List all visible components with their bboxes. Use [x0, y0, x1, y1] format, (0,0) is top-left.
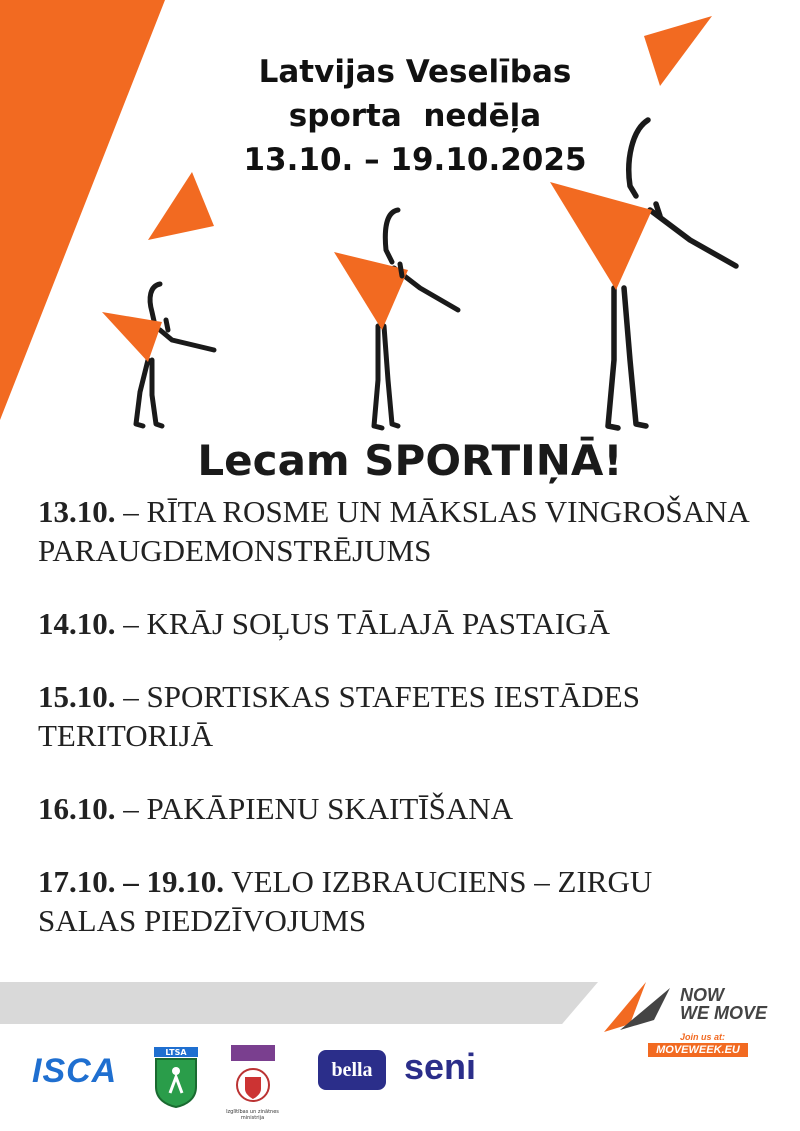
schedule-date: 17.10. – 19.10.: [38, 864, 224, 899]
header-title: Latvijas Veselības: [258, 54, 572, 90]
schedule-date: 16.10.: [38, 791, 116, 826]
schedule-activity: – PAKĀPIENU SKAITĪŠANA: [115, 791, 514, 826]
orange-stripe: [0, 0, 165, 420]
ltsa-logo: [152, 1045, 200, 1109]
isca-logo: ISCA: [32, 1052, 118, 1090]
nowwemove-logo-text: NOW WE MOVE: [680, 985, 768, 1023]
schedule-activity: – SPORTISKAS STAFETES IESTĀDES TERITORIJĀ: [38, 679, 640, 753]
footer-band: [0, 982, 598, 1024]
medium-stick-figure: [334, 210, 458, 428]
schedule-item: [38, 604, 758, 643]
nowwemove-url: MOVEWEEK.EU: [648, 1043, 748, 1057]
bella-logo: bella: [318, 1050, 386, 1090]
schedule-activity: – RĪTA ROSME UN MĀKSLAS VINGROŠANA PARAUGDEMONSTRĒJUMS: [38, 494, 749, 568]
svg-text:LTSA: LTSA: [165, 1048, 187, 1057]
schedule-item: [38, 862, 758, 940]
header-subtitle: sporta nedēļa: [288, 98, 542, 134]
nowwemove-join-text: Join us at:: [680, 1032, 726, 1042]
schedule-item: [38, 789, 758, 828]
schedule-list: [38, 492, 758, 974]
slogan: Lecam SPORTIŅĀ!: [197, 436, 623, 485]
seni-logo: seni: [404, 1046, 477, 1087]
schedule-activity: – KRĀJ SOĻUS TĀLAJĀ PASTAIGĀ: [115, 606, 610, 641]
header-dates: 13.10. – 19.10.2025: [243, 142, 587, 178]
ministry-name: Izglītības un zinātnes ministrija: [226, 1109, 279, 1121]
coat-of-arms-icon: [233, 1065, 273, 1105]
event-header: [190, 50, 640, 182]
ministry-bar: [231, 1045, 275, 1061]
ministry-logo: [225, 1045, 280, 1125]
schedule-date: 15.10.: [38, 679, 116, 714]
schedule-date: 13.10.: [38, 494, 116, 529]
schedule-item: [38, 677, 758, 755]
schedule-date: 14.10.: [38, 606, 116, 641]
small-stick-figure: [102, 284, 214, 426]
schedule-item: [38, 492, 758, 570]
kite-left: [148, 172, 214, 240]
schedule-activity: VELO IZBRAUCIENS – ZIRGU SALAS PIEDZĪVOJUMS: [38, 864, 653, 938]
kite-right: [644, 16, 712, 86]
